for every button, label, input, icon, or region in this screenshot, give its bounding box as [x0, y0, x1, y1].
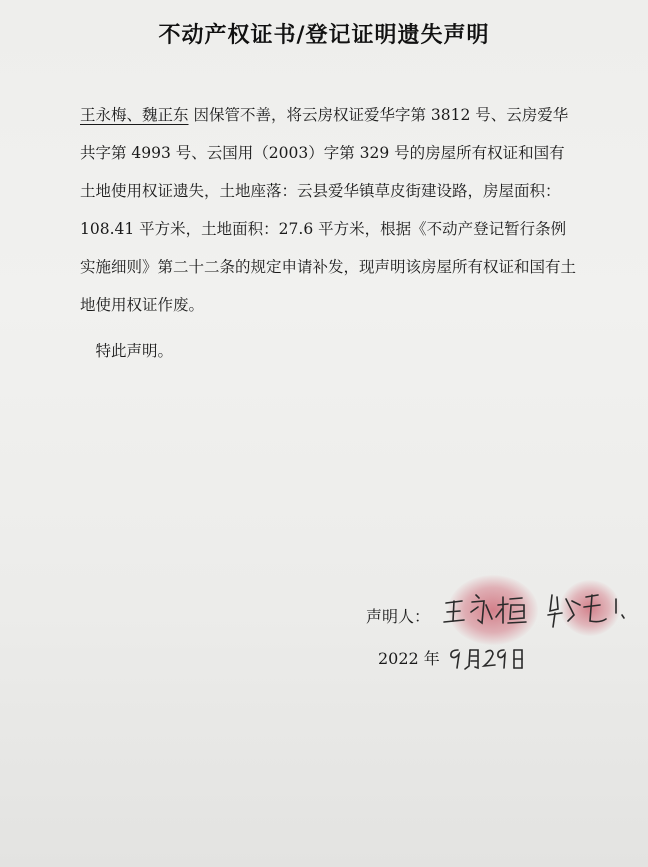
- handwritten-date: [442, 642, 542, 674]
- handwritten-signature: [440, 585, 640, 635]
- closing-text: 特此声明。: [95, 342, 174, 360]
- statement-paragraph: [80, 96, 580, 324]
- closing-line: [80, 332, 580, 370]
- statement-text: 因保管不善，将云房权证爱华字第 3812 号、云房爱华共字第 4993 号、云国用（2003）字第 329 号的房屋所有权证和国有土地使用权证遗失，土地座落：云县爱华镇草皮街建设路，房屋面积：108.41 平方米，土地面积：27.6 平方米，根据《不动产登记暂行条例实施细则》第二十二条的规定申请补发，现声明该房屋所有权证和国有土地使用权证作废。: [80, 106, 577, 314]
- signer-line: [366, 604, 430, 627]
- date-line: [378, 646, 440, 669]
- document-title: 不动产权证书/登记证明遗失声明: [158, 23, 490, 48]
- signer-label: 声明人：: [366, 607, 431, 626]
- document-body: [80, 96, 580, 370]
- date-year: 2022 年: [378, 649, 440, 668]
- declarant-names: 王永梅、魏正东: [80, 106, 189, 124]
